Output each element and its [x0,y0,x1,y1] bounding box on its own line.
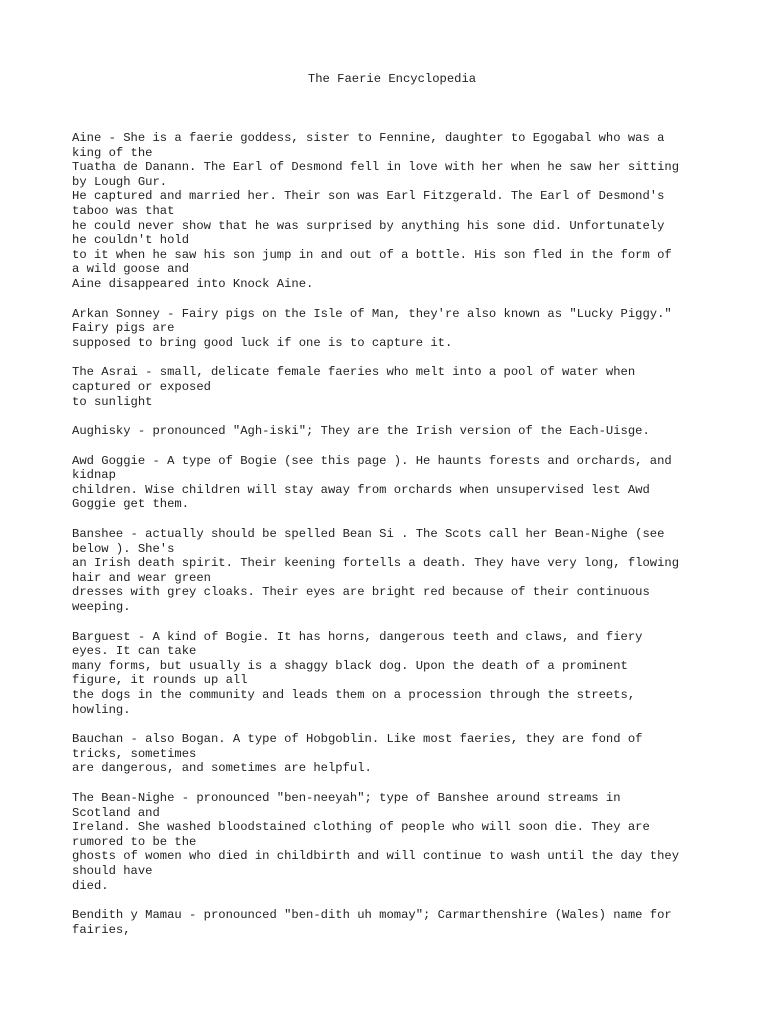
entry-text-line: tricks, sometimes [72,746,197,761]
encyclopedia-entry [72,908,712,937]
encyclopedia-entry [72,630,712,718]
entry-text-line: the dogs in the community and leads them on a procession through the streets, [72,688,636,702]
entry-text-line: should have [72,863,153,878]
entry-text-line: are dangerous, and sometimes are helpful. [72,761,372,776]
entry-text-line: to sunlight [72,394,153,409]
entry-text-line: Barguest - A kind of Bogie. It has horns, dangerous teeth and claws, and fiery [72,629,643,644]
entry-text-line: Arkan Sonney - Fairy pigs on the Isle of Man, they're also known as "Lucky Piggy." [72,306,672,321]
entry-text-line: Ireland. She washed bloodstained clothing of people who will soon die. They are [72,820,650,835]
entry-text-line: to it when he saw his son jump in and out of a bottle. His son fled in the form of [72,247,672,262]
entry-text-line: many forms, but usually is a shaggy black dog. Upon the death of a prominent [72,658,628,673]
entry-text-line: taboo was that [72,203,175,218]
entry-text-line: Awd Goggie - A type of Bogie (see this page ). He haunts forests and orchards, and [72,453,672,468]
document-title: The Faerie Encyclopedia [307,72,477,86]
entry-text-line: Aine disappeared into Knock Aine. [72,276,314,291]
encyclopedia-entry [72,307,712,351]
entry-text-line: Aine - She is a faerie goddess, sister to Fennine, daughter to Egogabal who was a [72,131,665,145]
entry-text-line: ghosts of women who died in childbirth and will continue to wash until the day they [72,849,680,864]
entry-text-line: children. Wise children will stay away from orchards when unsupervised lest Awd [72,482,650,497]
entry-text-line: he couldn't hold [72,233,190,248]
entry-text-line: fairies, [72,922,131,937]
entry-text-line: he could never show that he was surprised by anything his sone did. Unfortunately [72,218,665,233]
entry-text-line: Fairy pigs are [72,321,175,336]
encyclopedia-entry [72,791,712,893]
entry-text-line: He captured and married her. Their son was Earl Fitzgerald. The Earl of Desmond's [72,189,665,204]
entry-text-line: Aughisky - pronounced "Agh-iski"; They are the Irish version of the Each-Uisge. [72,424,650,439]
entry-text-line: captured or exposed [72,379,211,394]
entry-text-line: died. [72,878,109,893]
entry-text-line: king of the [72,145,153,160]
entry-text-line: Banshee - actually should be spelled Bean Si . The Scots call her Bean-Nighe (see [72,527,665,542]
entry-text-line: below ). She's [72,541,175,556]
entry-list [72,131,712,952]
entry-text-line: dresses with grey cloaks. Their eyes are bright red because of their continuous [72,585,650,600]
entry-text-line: Bendith y Mamau - pronounced "ben-dith uh momay"; Carmarthenshire (Wales) name for [72,908,672,923]
entry-text-line: supposed to bring good luck if one is to capture it. [72,335,453,350]
entry-text-line: Tuatha de Danann. The Earl of Desmond fell in love with her when he saw her sitting [72,160,680,175]
entry-text-line: eyes. It can take [72,644,197,659]
entry-text-line: Bauchan - also Bogan. A type of Hobgoblin. Like most faeries, they are fond of [72,732,643,747]
entry-text-line: a wild goose and [72,262,190,277]
entry-text-line: weeping. [72,600,131,615]
encyclopedia-entry [72,527,712,615]
encyclopedia-entry [72,131,712,292]
entry-text-line: figure, it rounds up all [72,673,248,688]
entry-text-line: hair and wear green [72,570,211,585]
entry-text-line: an Irish death spirit. Their keening fortells a death. They have very long, flowing [72,556,680,571]
entry-text-line: rumored to be the [72,834,197,849]
entry-text-line: howling. [72,702,131,717]
entry-text-line: Scotland and [72,805,160,820]
encyclopedia-entry [72,454,712,512]
entry-text-line: by Lough Gur. [72,174,168,189]
entry-text-line: The Asrai - small, delicate female faeries who melt into a pool of water when [72,365,636,380]
entry-text-line: Goggie get them. [72,497,190,512]
encyclopedia-entry [72,365,712,409]
entry-text-line: The Bean-Nighe - pronounced "ben-neeyah"; type of Banshee around streams in [72,790,621,805]
encyclopedia-entry [72,424,712,439]
encyclopedia-entry [72,732,712,776]
entry-text-line: kidnap [72,468,116,483]
